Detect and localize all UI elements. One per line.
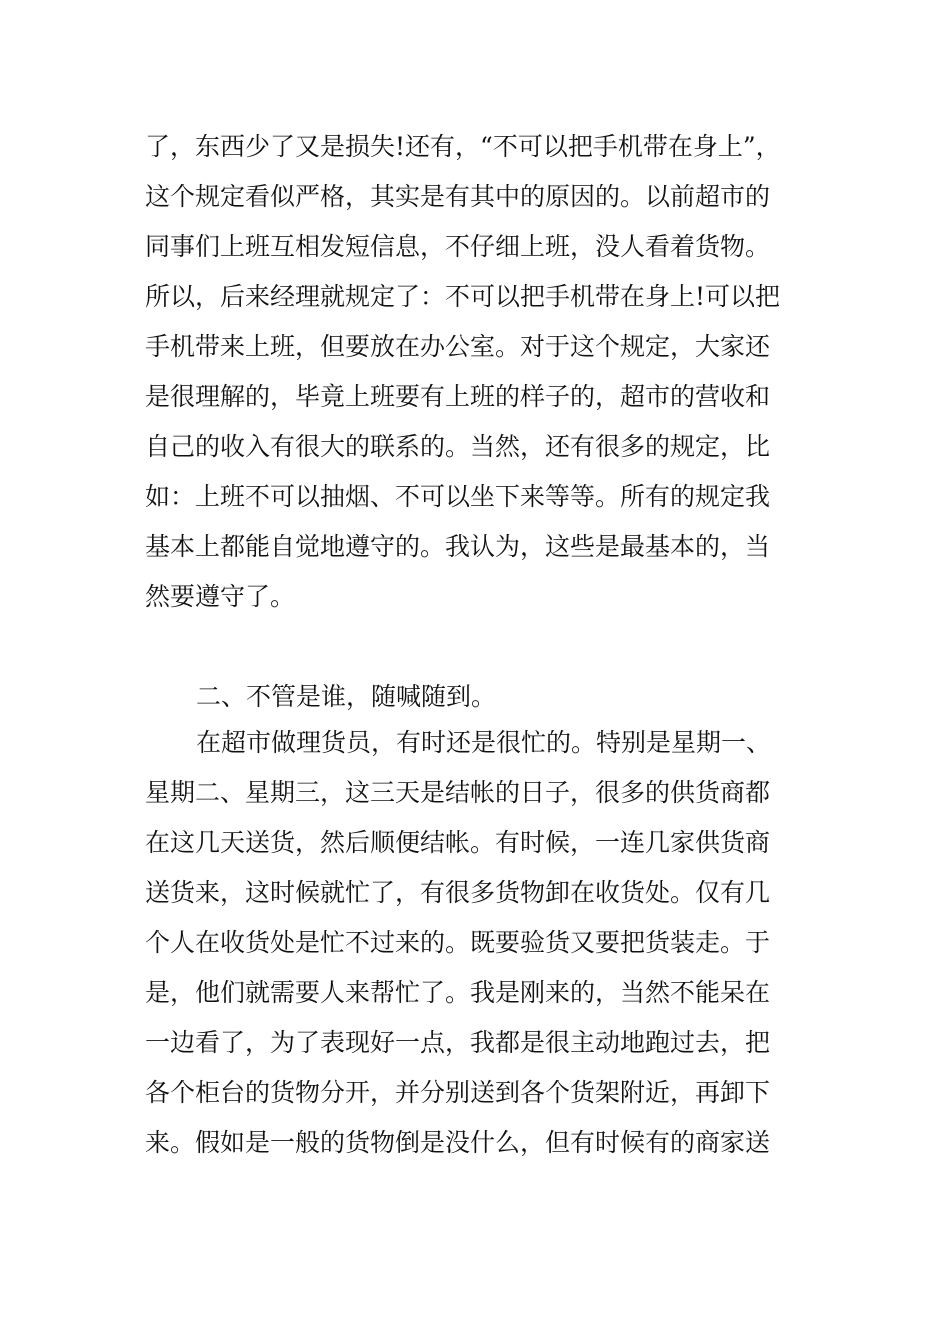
text-line: 基本上都能自觉地遵守的。我认为，这些是最基本的，当 [145,532,771,561]
paragraph-rules [145,122,815,622]
paragraph-busy-days [145,718,815,1168]
text-line: 来。假如是一般的货物倒是没什么，但有时候有的商家送 [145,1128,771,1157]
text-line: 自己的收入有很大的联系的。当然，还有很多的规定，比 [145,432,771,461]
text-line: 星期二、星期三，这三天是结帐的日子，很多的供货商都 [145,778,771,807]
text-line: 是，他们就需要人来帮忙了。我是刚来的，当然不能呆在 [145,978,771,1007]
section-heading [145,672,815,722]
text-line: 然要遵守了。 [145,582,296,611]
text-line: 一边看了，为了表现好一点，我都是很主动地跑过去，把 [145,1028,771,1057]
text-line: 同事们上班互相发短信息，不仔细上班，没人看着货物。 [145,232,771,261]
text-line: 是很理解的，毕竟上班要有上班的样子的，超市的营收和 [145,382,771,411]
text-line: 手机带来上班，但要放在办公室。对于这个规定，大家还 [145,332,771,361]
text-line: 各个柜台的货物分开，并分别送到各个货架附近，再卸下 [145,1078,771,1107]
text-line: 了，东西少了又是损失!还有，“不可以把手机带在身上”， [145,132,781,161]
section-heading-text: 二、不管是谁，随喊随到。 [196,682,497,711]
text-line: 送货来，这时候就忙了，有很多货物卸在收货处。仅有几 [145,878,771,907]
text-line: 在这几天送货，然后顺便结帐。有时候，一连几家供货商 [145,828,771,857]
text-line: 在超市做理货员，有时还是很忙的。特别是星期一、 [196,728,772,757]
text-line: 个人在收货处是忙不过来的。既要验货又要把货装走。于 [145,928,771,957]
text-line: 如：上班不可以抽烟、不可以坐下来等等。所有的规定我 [145,482,771,511]
text-line: 这个规定看似严格，其实是有其中的原因的。以前超市的 [145,182,771,211]
text-line: 所以，后来经理就规定了：不可以把手机带在身上!可以把 [145,282,781,311]
